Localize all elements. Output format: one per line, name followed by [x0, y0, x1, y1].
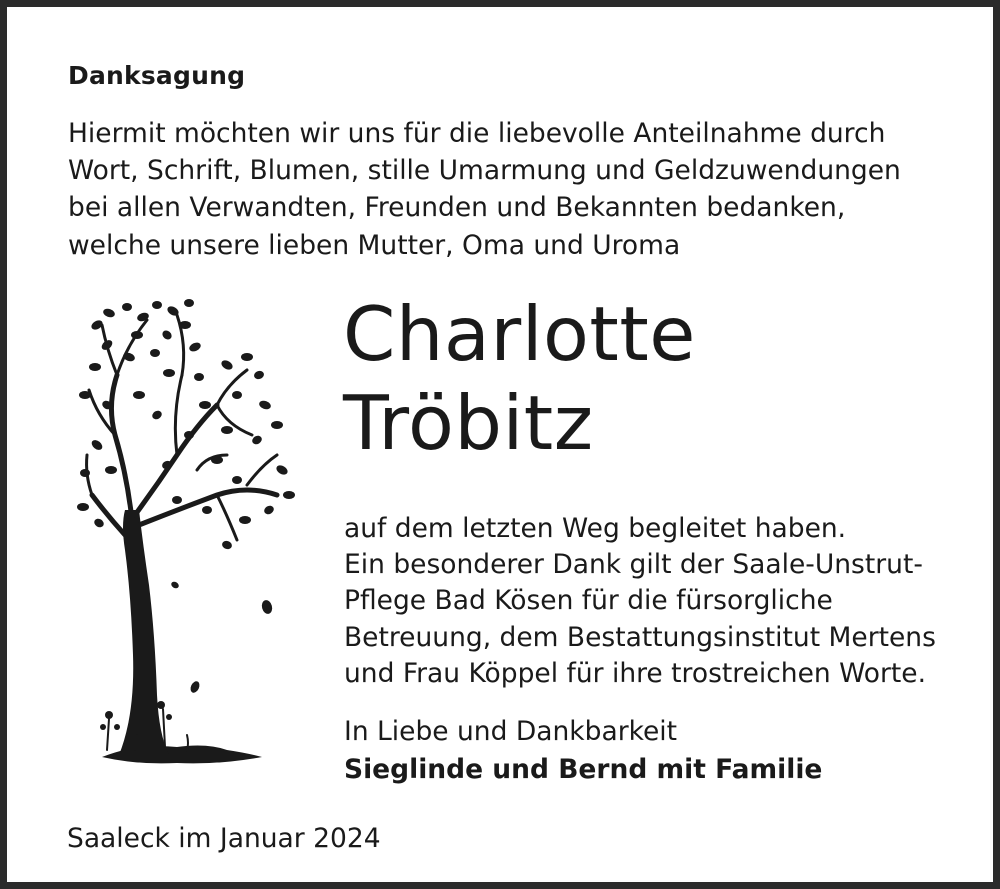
- first-name: Charlotte: [343, 290, 696, 378]
- body-line: und Frau Köppel für ihre trostreichen Worte.: [344, 657, 927, 689]
- notice-heading: Danksagung: [68, 61, 246, 90]
- intro-paragraph: [68, 115, 968, 264]
- body-line: Ein besonderer Dank gilt der Saale-Unstrut-: [344, 549, 923, 581]
- last-name: Tröbitz: [343, 379, 594, 467]
- body-line: auf dem letzten Weg begleitet haben.: [344, 513, 847, 544]
- intro-line: bei allen Verwandten, Freunden und Bekannten bedanken,: [68, 192, 846, 224]
- body-line: Pflege Bad Kösen für die fürsorgliche: [344, 585, 833, 617]
- body-line: Betreuung, dem Bestattungsinstitut Mertens: [344, 621, 936, 653]
- intro-line: welche unsere lieben Mutter, Oma und Uroma: [68, 229, 681, 261]
- thanks-paragraph: [344, 511, 936, 692]
- closing-block: [344, 713, 822, 789]
- intro-line: Wort, Schrift, Blumen, stille Umarmung und Geldzuwendungen: [68, 155, 901, 187]
- intro-line: Hiermit möchten wir uns für die liebevolle Anteilnahme durch: [68, 118, 886, 149]
- deceased-name: [343, 290, 696, 468]
- place-date: Saaleck im Januar 2024: [67, 823, 381, 854]
- signers: Sieglinde und Bernd mit Familie: [344, 754, 823, 785]
- closing-phrase: In Liebe und Dankbarkeit: [344, 716, 678, 747]
- tree-icon: [77, 295, 299, 777]
